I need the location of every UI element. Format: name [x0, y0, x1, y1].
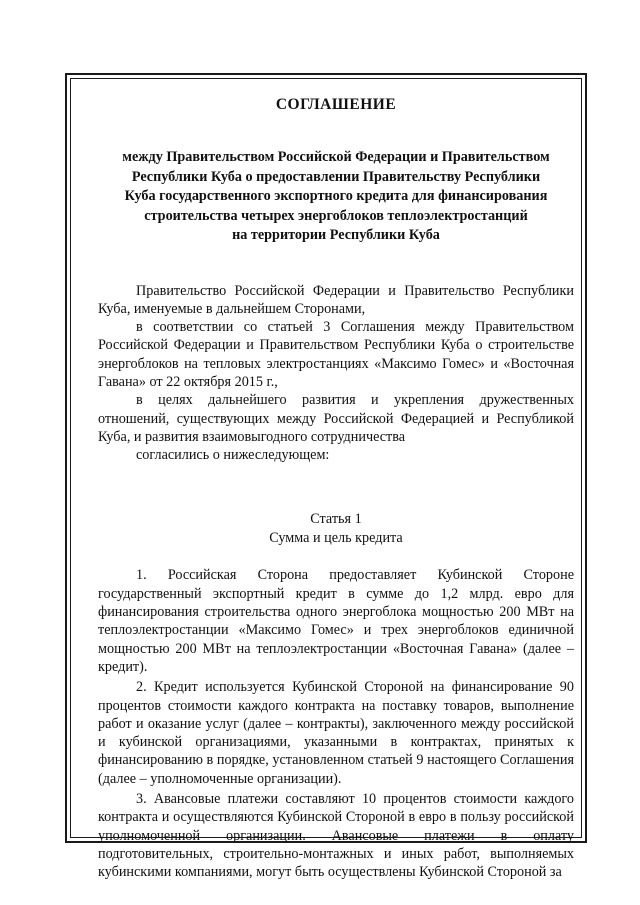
preamble-paragraph: согласились о нижеследующем:: [136, 447, 330, 464]
preamble-paragraph: в целях дальнейшего развития и укрепления дружественных отношений, существующих между Российской Федерацией и Республикой Куба, и развития взаимовыгодного сотрудничества: [98, 392, 574, 445]
document-title: СОГЛАШЕНИЕ: [275, 96, 397, 113]
article-paragraph: 2. Кредит используется Кубинской Стороной на финансирование 90 процентов стоимости каждого контракта на поставку товаров, выполнение работ и оказание услуг (далее – контракты), заключенного между российской и кубинской организациями, указанными в контрактах, принятых к финансированию в порядке, установленном статьей 9 настоящего Соглашения (далее – уполномоченные организации).: [98, 679, 574, 787]
preamble-paragraph: в соответствии со статьей 3 Соглашения между Правительством Российской Федерации и Правительством Республики Куба о строительстве энергоблоков на тепловых электростанциях «Максимо Гомес» и «Восточная Гавана» от 22 октября 2015 г.,: [98, 319, 574, 390]
preamble-paragraph: Правительство Российской Федерации и Правительство Республики Куба, именуемые в дальнейшем Сторонами,: [98, 282, 574, 317]
article-paragraph: 1. Российская Сторона предоставляет Кубинской Стороне государственный экспортный кредит в сумме до 1,2 млрд. евро для финансирования строительства одного энергоблока мощностью 200 МВт на теплоэлектростанции «Максимо Гомес» и трех энергоблоков единичной мощностью 200 МВт на теплоэлектростанции «Восточная Гавана» (далее – кредит).: [98, 567, 574, 675]
subtitle-line: между Правительством Российской Федерации и Правительством: [122, 149, 550, 165]
article-heading: Сумма и цель кредита: [269, 530, 403, 547]
article-number: Статья 1: [310, 511, 362, 528]
article-body: [98, 566, 574, 881]
document-subtitle: [98, 148, 574, 246]
subtitle-line: на территории Республики Куба: [232, 227, 440, 243]
article-paragraph: 3. Авансовые платежи составляют 10 процентов стоимости каждого контракта и осуществляются Кубинской Стороной в евро в пользу российской уполномоченной организации. Авансовые платежи в оплату подготовительных, строительно-монтажных и иных работ, выполняемых кубинскими компаниями, могут быть осуществлены Кубинской Стороной за: [98, 791, 574, 881]
article-header: [98, 510, 574, 548]
preamble: [98, 282, 574, 465]
subtitle-line: Куба государственного экспортного кредита для финансирования: [124, 188, 548, 204]
subtitle-line: строительства четырех энергоблоков теплоэлектростанций: [144, 207, 528, 224]
subtitle-line: Республики Куба о предоставлении Правительству Республики: [131, 168, 541, 185]
document-page: [98, 96, 574, 882]
